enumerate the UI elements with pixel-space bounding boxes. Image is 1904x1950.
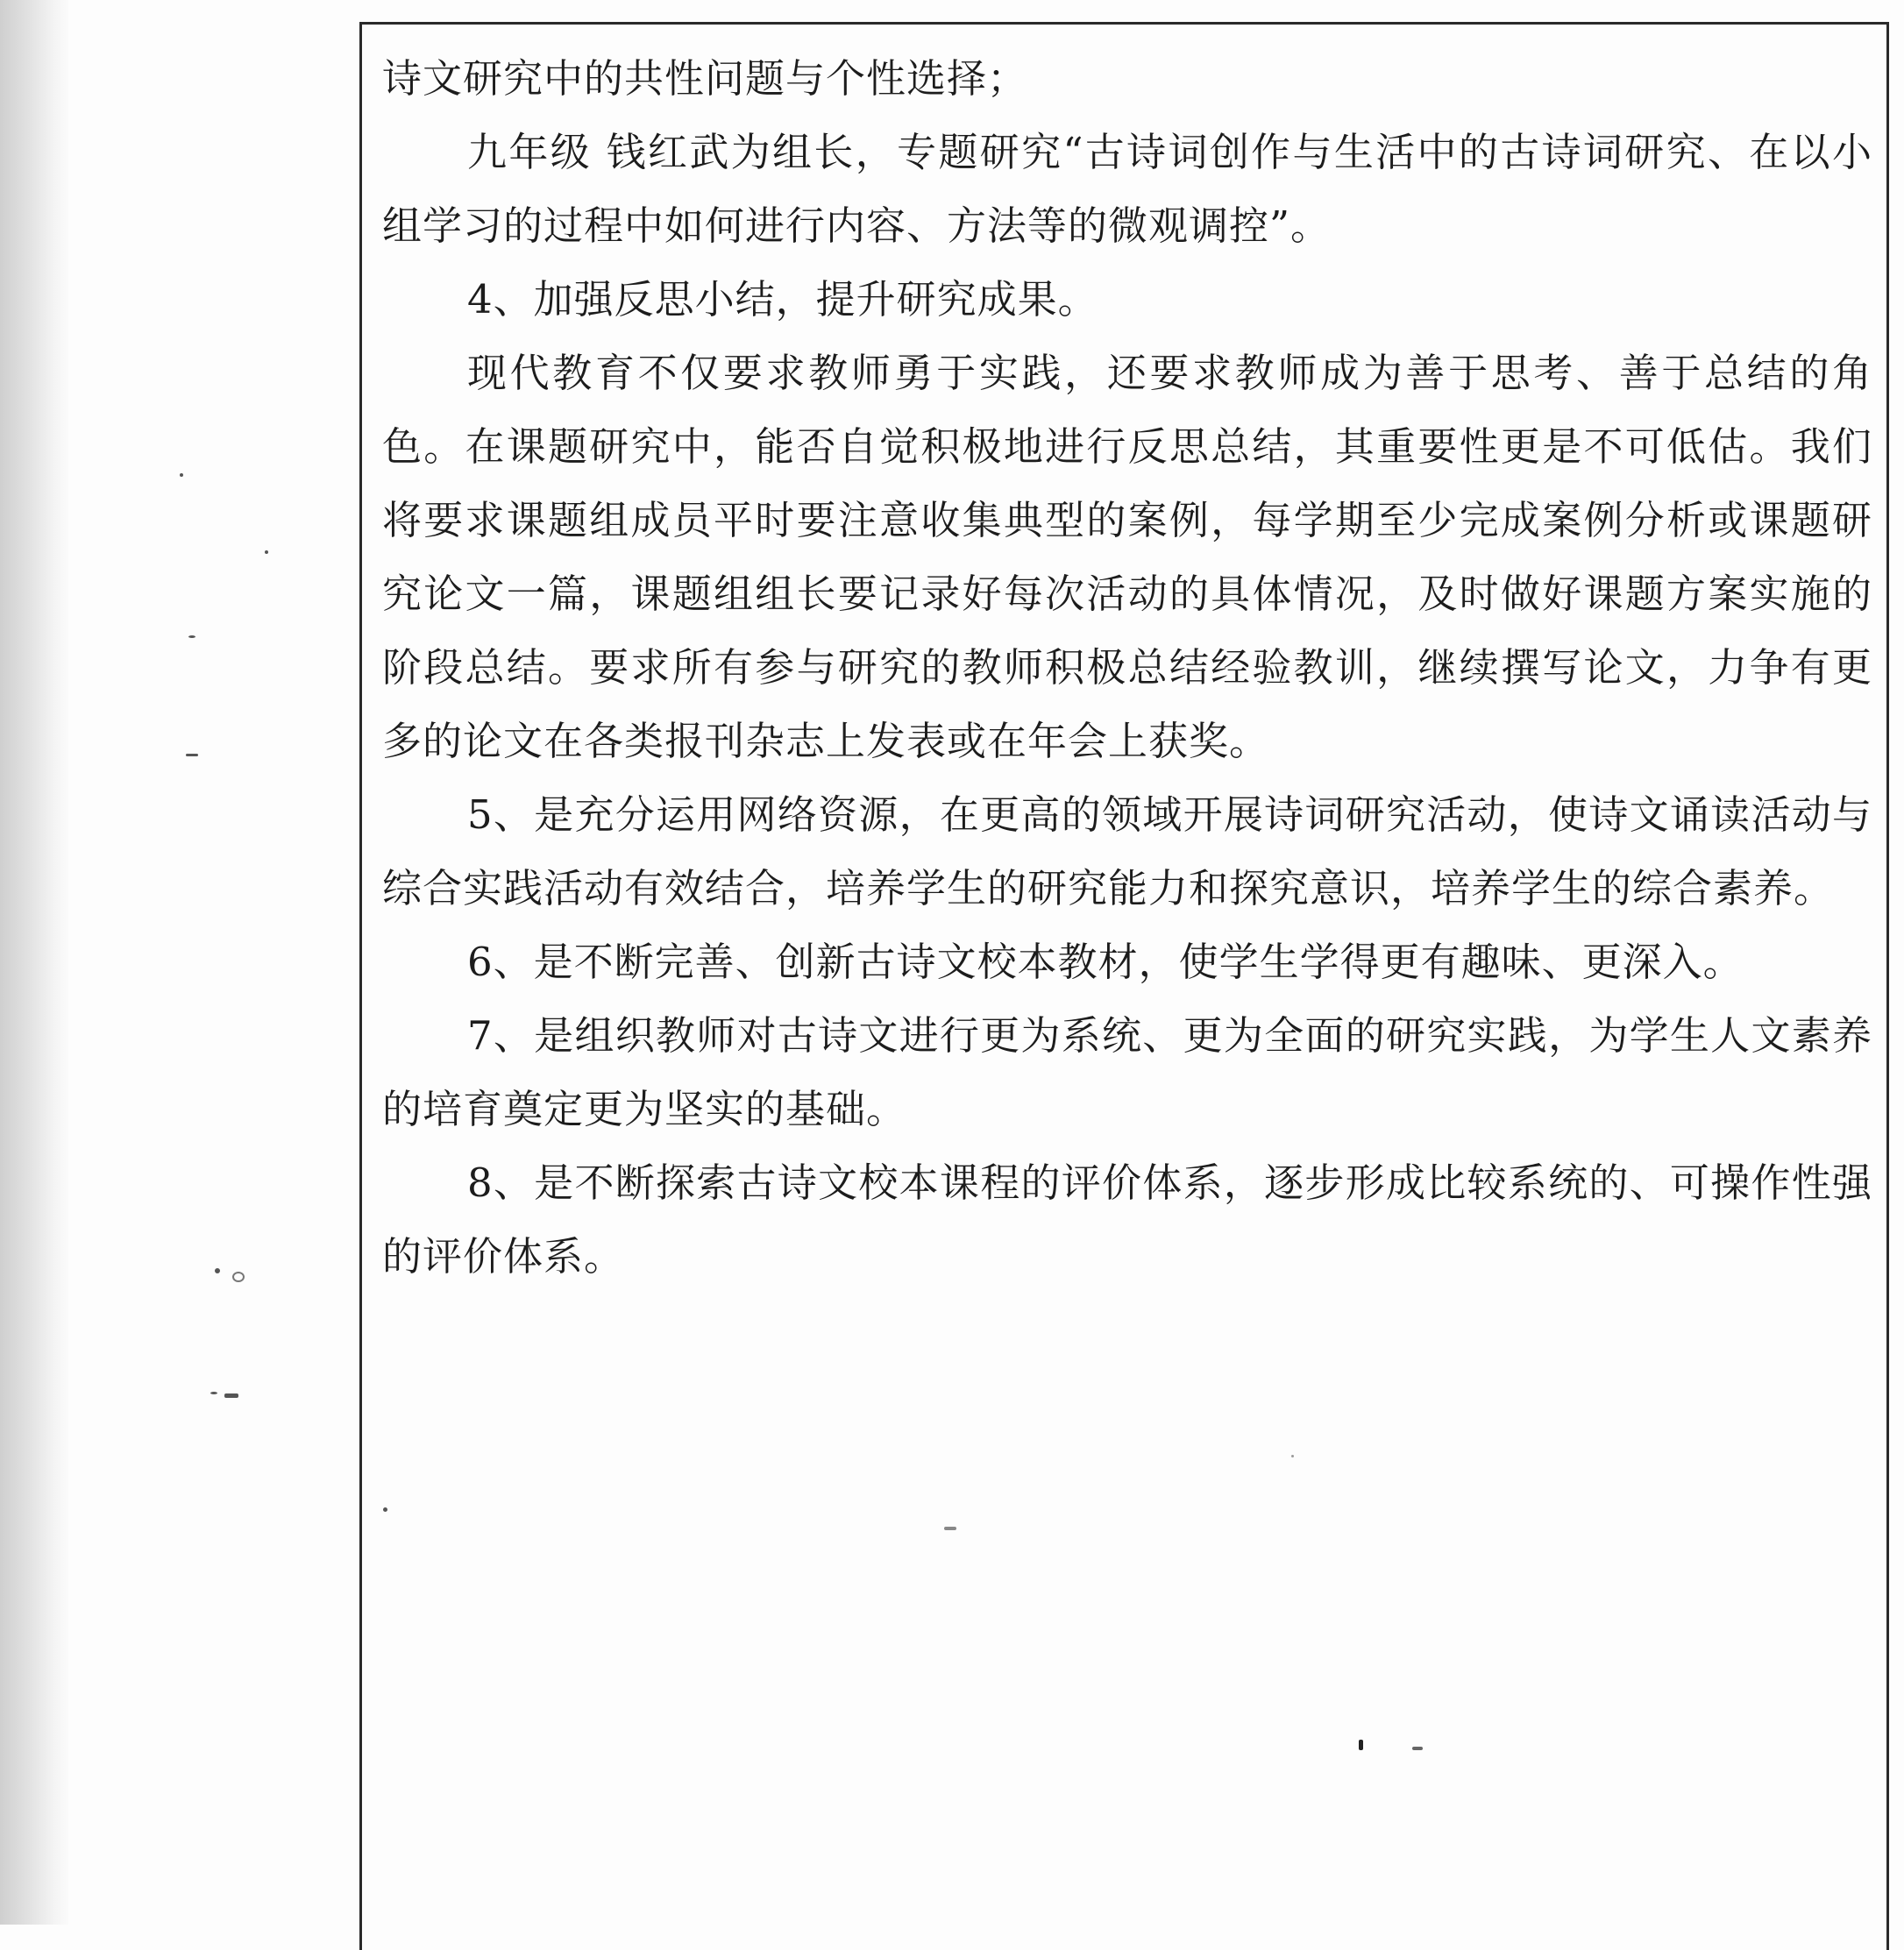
scan-speck	[232, 1272, 245, 1282]
paragraph-reflection-summary: 现代教育不仅要求教师勇于实践，还要求教师成为善于思考、善于总结的角色。在课题研究中，能否自觉积极地进行反思总结，其重要性更是不可低估。我们将要求课题组成员平时要注意收集典型的案例，每学期至少完成案例分析或课题研究论文一篇，课题组组长要记录好每次活动的具体情况，及时做好课题方案实施的阶段总结。要求所有参与研究的教师积极总结经验教训，继续撰写论文，力争有更多的论文在各类报刊杂志上发表或在年会上获奖。	[382, 350, 1872, 764]
scan-speck	[180, 473, 183, 477]
scan-speck	[210, 1392, 217, 1394]
paragraph-continuation: 诗文研究中的共性问题与个性选择；	[382, 55, 1028, 102]
scan-speck	[1359, 1740, 1363, 1750]
paragraph-item-4-heading: 4、加强反思小结，提升研究成果。	[467, 276, 1098, 323]
scan-speck	[1412, 1747, 1423, 1750]
paragraph-item-5: 5、是充分运用网络资源，在更高的领域开展诗词研究活动，使诗文诵读活动与综合实践活动有效结合，培养学生的研究能力和探究意识，培养学生的综合素养。	[382, 791, 1872, 911]
paragraph-item-7: 7、是组织教师对古诗文进行更为系统、更为全面的研究实践，为学生人文素养的培育奠定更为坚实的基础。	[382, 1012, 1872, 1132]
paragraph-item-8: 8、是不断探索古诗文校本课程的评价体系，逐步形成比较系统的、可操作性强的评价体系。	[382, 1159, 1872, 1280]
scan-speck	[265, 550, 268, 554]
scan-speck	[215, 1268, 220, 1273]
scan-speck	[944, 1527, 956, 1530]
scan-speck	[224, 1393, 238, 1398]
scan-speck	[383, 1507, 387, 1512]
scan-shadow-edge	[0, 0, 68, 1925]
paragraph-grade-nine-group: 九年级 钱红武为组长，专题研究“古诗词创作与生活中的古诗词研究、在以小组学习的过程中如何进行内容、方法等的微观调控”。	[382, 129, 1872, 249]
scan-speck	[188, 635, 195, 638]
paragraph-item-6: 6、是不断完善、创新古诗文校本教材，使学生学得更有趣味、更深入。	[467, 939, 1744, 985]
scan-speck	[1291, 1455, 1294, 1457]
scan-speck	[186, 754, 198, 756]
document-body	[382, 42, 1872, 1294]
